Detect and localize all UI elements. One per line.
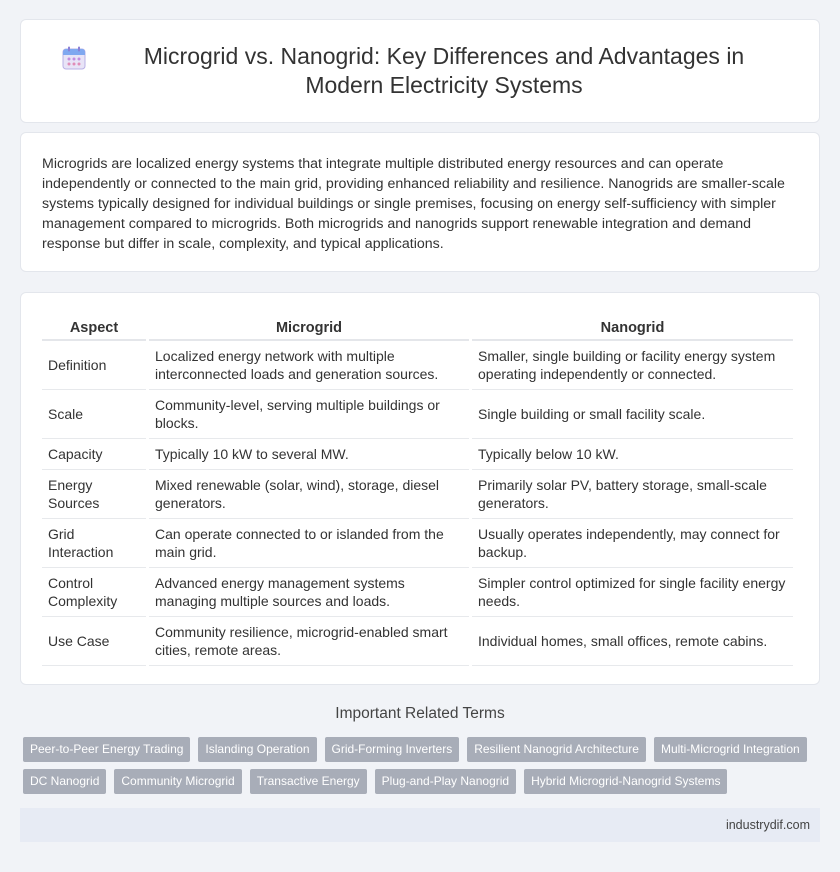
nanogrid-cell: Smaller, single building or facility energy system operating independently or connected.: [472, 341, 793, 390]
related-term-tag[interactable]: Islanding Operation: [198, 737, 316, 762]
related-term-tag[interactable]: Plug-and-Play Nanogrid: [375, 769, 516, 794]
footer-site-link[interactable]: industrydif.com: [725, 818, 810, 832]
footer: [20, 808, 820, 842]
table-row: [42, 519, 793, 568]
column-header-aspect: Aspect: [42, 313, 146, 341]
header-card: [20, 19, 820, 123]
related-term-tag[interactable]: Multi-Microgrid Integration: [654, 737, 807, 762]
microgrid-cell: Typically 10 kW to several MW.: [149, 439, 469, 470]
tag-row: [23, 769, 823, 794]
related-term-tag[interactable]: Grid-Forming Inverters: [325, 737, 460, 762]
nanogrid-cell: Simpler control optimized for single facility energy needs.: [472, 568, 793, 617]
aspect-cell: Definition: [42, 341, 146, 390]
related-term-tag[interactable]: Resilient Nanogrid Architecture: [467, 737, 646, 762]
microgrid-cell: Localized energy network with multiple interconnected loads and generation sources.: [149, 341, 469, 390]
table-row: [42, 568, 793, 617]
aspect-cell: Capacity: [42, 439, 146, 470]
microgrid-cell: Can operate connected to or islanded from the main grid.: [149, 519, 469, 568]
related-term-tag[interactable]: DC Nanogrid: [23, 769, 106, 794]
aspect-cell: Grid Interaction: [42, 519, 146, 568]
related-term-tag[interactable]: Community Microgrid: [114, 769, 241, 794]
microgrid-cell: Advanced energy management systems managing multiple sources and loads.: [149, 568, 469, 617]
table-row: [42, 439, 793, 470]
nanogrid-cell: Primarily solar PV, battery storage, small-scale generators.: [472, 470, 793, 519]
microgrid-cell: Mixed renewable (solar, wind), storage, diesel generators.: [149, 470, 469, 519]
comparison-table-card: [20, 292, 820, 685]
comparison-table: [39, 313, 796, 666]
page-title: Microgrid vs. Nanogrid: Key Differences and Advantages in Modern Electricity Systems: [143, 43, 745, 98]
calendar-icon: [61, 45, 87, 71]
column-header-nanogrid: Nanogrid: [472, 313, 793, 341]
table-row: [42, 470, 793, 519]
intro-card: [20, 132, 820, 272]
related-term-tag[interactable]: Peer-to-Peer Energy Trading: [23, 737, 190, 762]
aspect-cell: Control Complexity: [42, 568, 146, 617]
related-term-tag[interactable]: Hybrid Microgrid-Nanogrid Systems: [524, 769, 727, 794]
microgrid-cell: Community-level, serving multiple buildings or blocks.: [149, 390, 469, 439]
aspect-cell: Energy Sources: [42, 470, 146, 519]
nanogrid-cell: Single building or small facility scale.: [472, 390, 793, 439]
intro-text: Microgrids are localized energy systems that integrate multiple distributed energy resources and can operate independently or connected to the main grid, providing enhanced reliability and resilience. Nanogrids are smaller-scale systems typically designed for individual buildings or single premises, focusing on energy self-sufficiency with simpler management compared to microgrids. Both microgrids and nanogrids support renewable integration and demand response but differ in scale, complexity, and typical applications.: [42, 156, 785, 252]
table-row: [42, 617, 793, 666]
table-row: [42, 390, 793, 439]
related-terms-tags: [23, 737, 823, 801]
aspect-cell: Scale: [42, 390, 146, 439]
microgrid-cell: Community resilience, microgrid-enabled smart cities, remote areas.: [149, 617, 469, 666]
column-header-microgrid: Microgrid: [149, 313, 469, 341]
nanogrid-cell: Individual homes, small offices, remote cabins.: [472, 617, 793, 666]
related-term-tag[interactable]: Transactive Energy: [250, 769, 367, 794]
table-row: [42, 341, 793, 390]
related-terms-title: Important Related Terms: [335, 705, 505, 722]
tag-row: [23, 737, 823, 762]
aspect-cell: Use Case: [42, 617, 146, 666]
nanogrid-cell: Usually operates independently, may connect for backup.: [472, 519, 793, 568]
table-header-row: [42, 313, 793, 341]
nanogrid-cell: Typically below 10 kW.: [472, 439, 793, 470]
